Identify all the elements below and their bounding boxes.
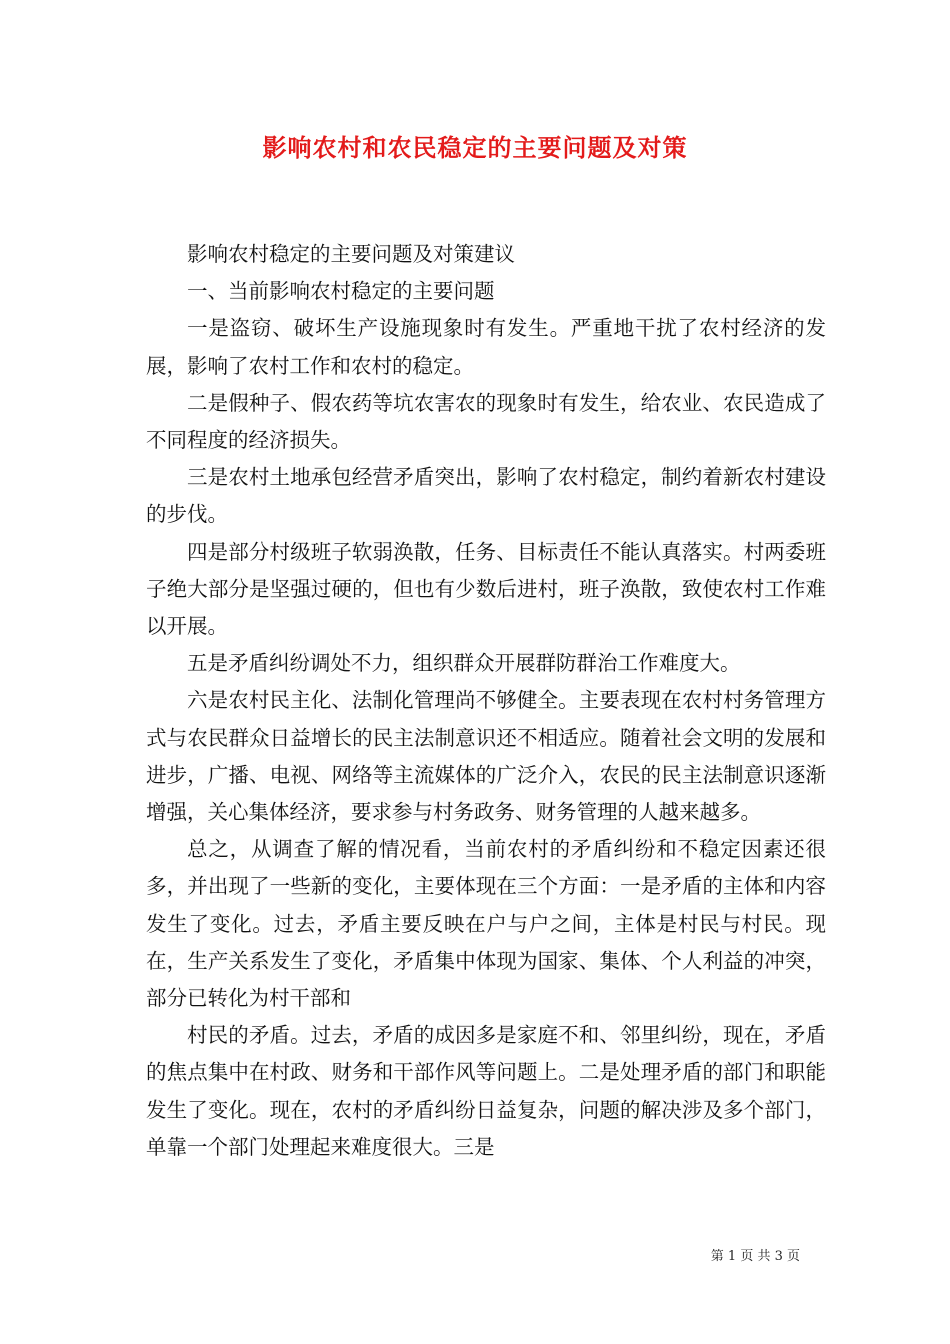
document-body: [146, 236, 826, 1166]
paragraph-summary: 总之，从调查了解的情况看，当前农村的矛盾纠纷和不稳定因素还很多，并出现了一些新的变化，主要体现在三个方面：一是矛盾的主体和内容发生了变化。过去，矛盾主要反映在户与户之间，主体是村民与村民。现在，生产关系发生了变化，矛盾集中体现为国家、集体、个人利益的冲突，部分已转化为村干部和: [146, 837, 826, 1011]
paragraph-item-6: 六是农村民主化、法制化管理尚不够健全。主要表现在农村村务管理方式与农民群众日益增长的民主法制意识还不相适应。随着社会文明的发展和进步，广播、电视、网络等主流媒体的广泛介入，农民的民主法制意识逐渐增强，关心集体经济，要求参与村务政务、财务管理的人越来越多。: [146, 688, 826, 825]
document-title: 影响农村和农民稳定的主要问题及对策: [262, 133, 688, 162]
page-number: 第 1 页 共 3 页: [710, 1249, 800, 1264]
paragraph-item-2: 二是假种子、假农药等坑农害农的现象时有发生，给农业、农民造成了不同程度的经济损失。: [146, 390, 826, 453]
paragraph-subtitle: 影响农村稳定的主要问题及对策建议: [187, 242, 515, 266]
paragraph-continuation: 村民的矛盾。过去，矛盾的成因多是家庭不和、邻里纠纷，现在，矛盾的焦点集中在村政、财务和干部作风等问题上。二是处理矛盾的部门和职能发生了变化。现在，农村的矛盾纠纷日益复杂，问题的解决涉及多个部门，单靠一个部门处理起来难度很大。三是: [146, 1023, 826, 1159]
paragraph-item-1: 一是盗窃、破坏生产设施现象时有发生。严重地干扰了农村经济的发展，影响了农村工作和农村的稳定。: [146, 316, 826, 378]
paragraph-item-4: 四是部分村级班子软弱涣散，任务、目标责任不能认真落实。村两委班子绝大部分是坚强过硬的，但也有少数后进村，班子涣散，致使农村工作难以开展。: [146, 539, 826, 639]
paragraph-item-5: 五是矛盾纠纷调处不力，组织群众开展群防群治工作难度大。: [187, 651, 741, 676]
paragraph-section-heading: 一、当前影响农村稳定的主要问题: [187, 279, 495, 304]
paragraph-item-3: 三是农村土地承包经营矛盾突出，影响了农村稳定，制约着新农村建设的步伐。: [146, 465, 826, 527]
